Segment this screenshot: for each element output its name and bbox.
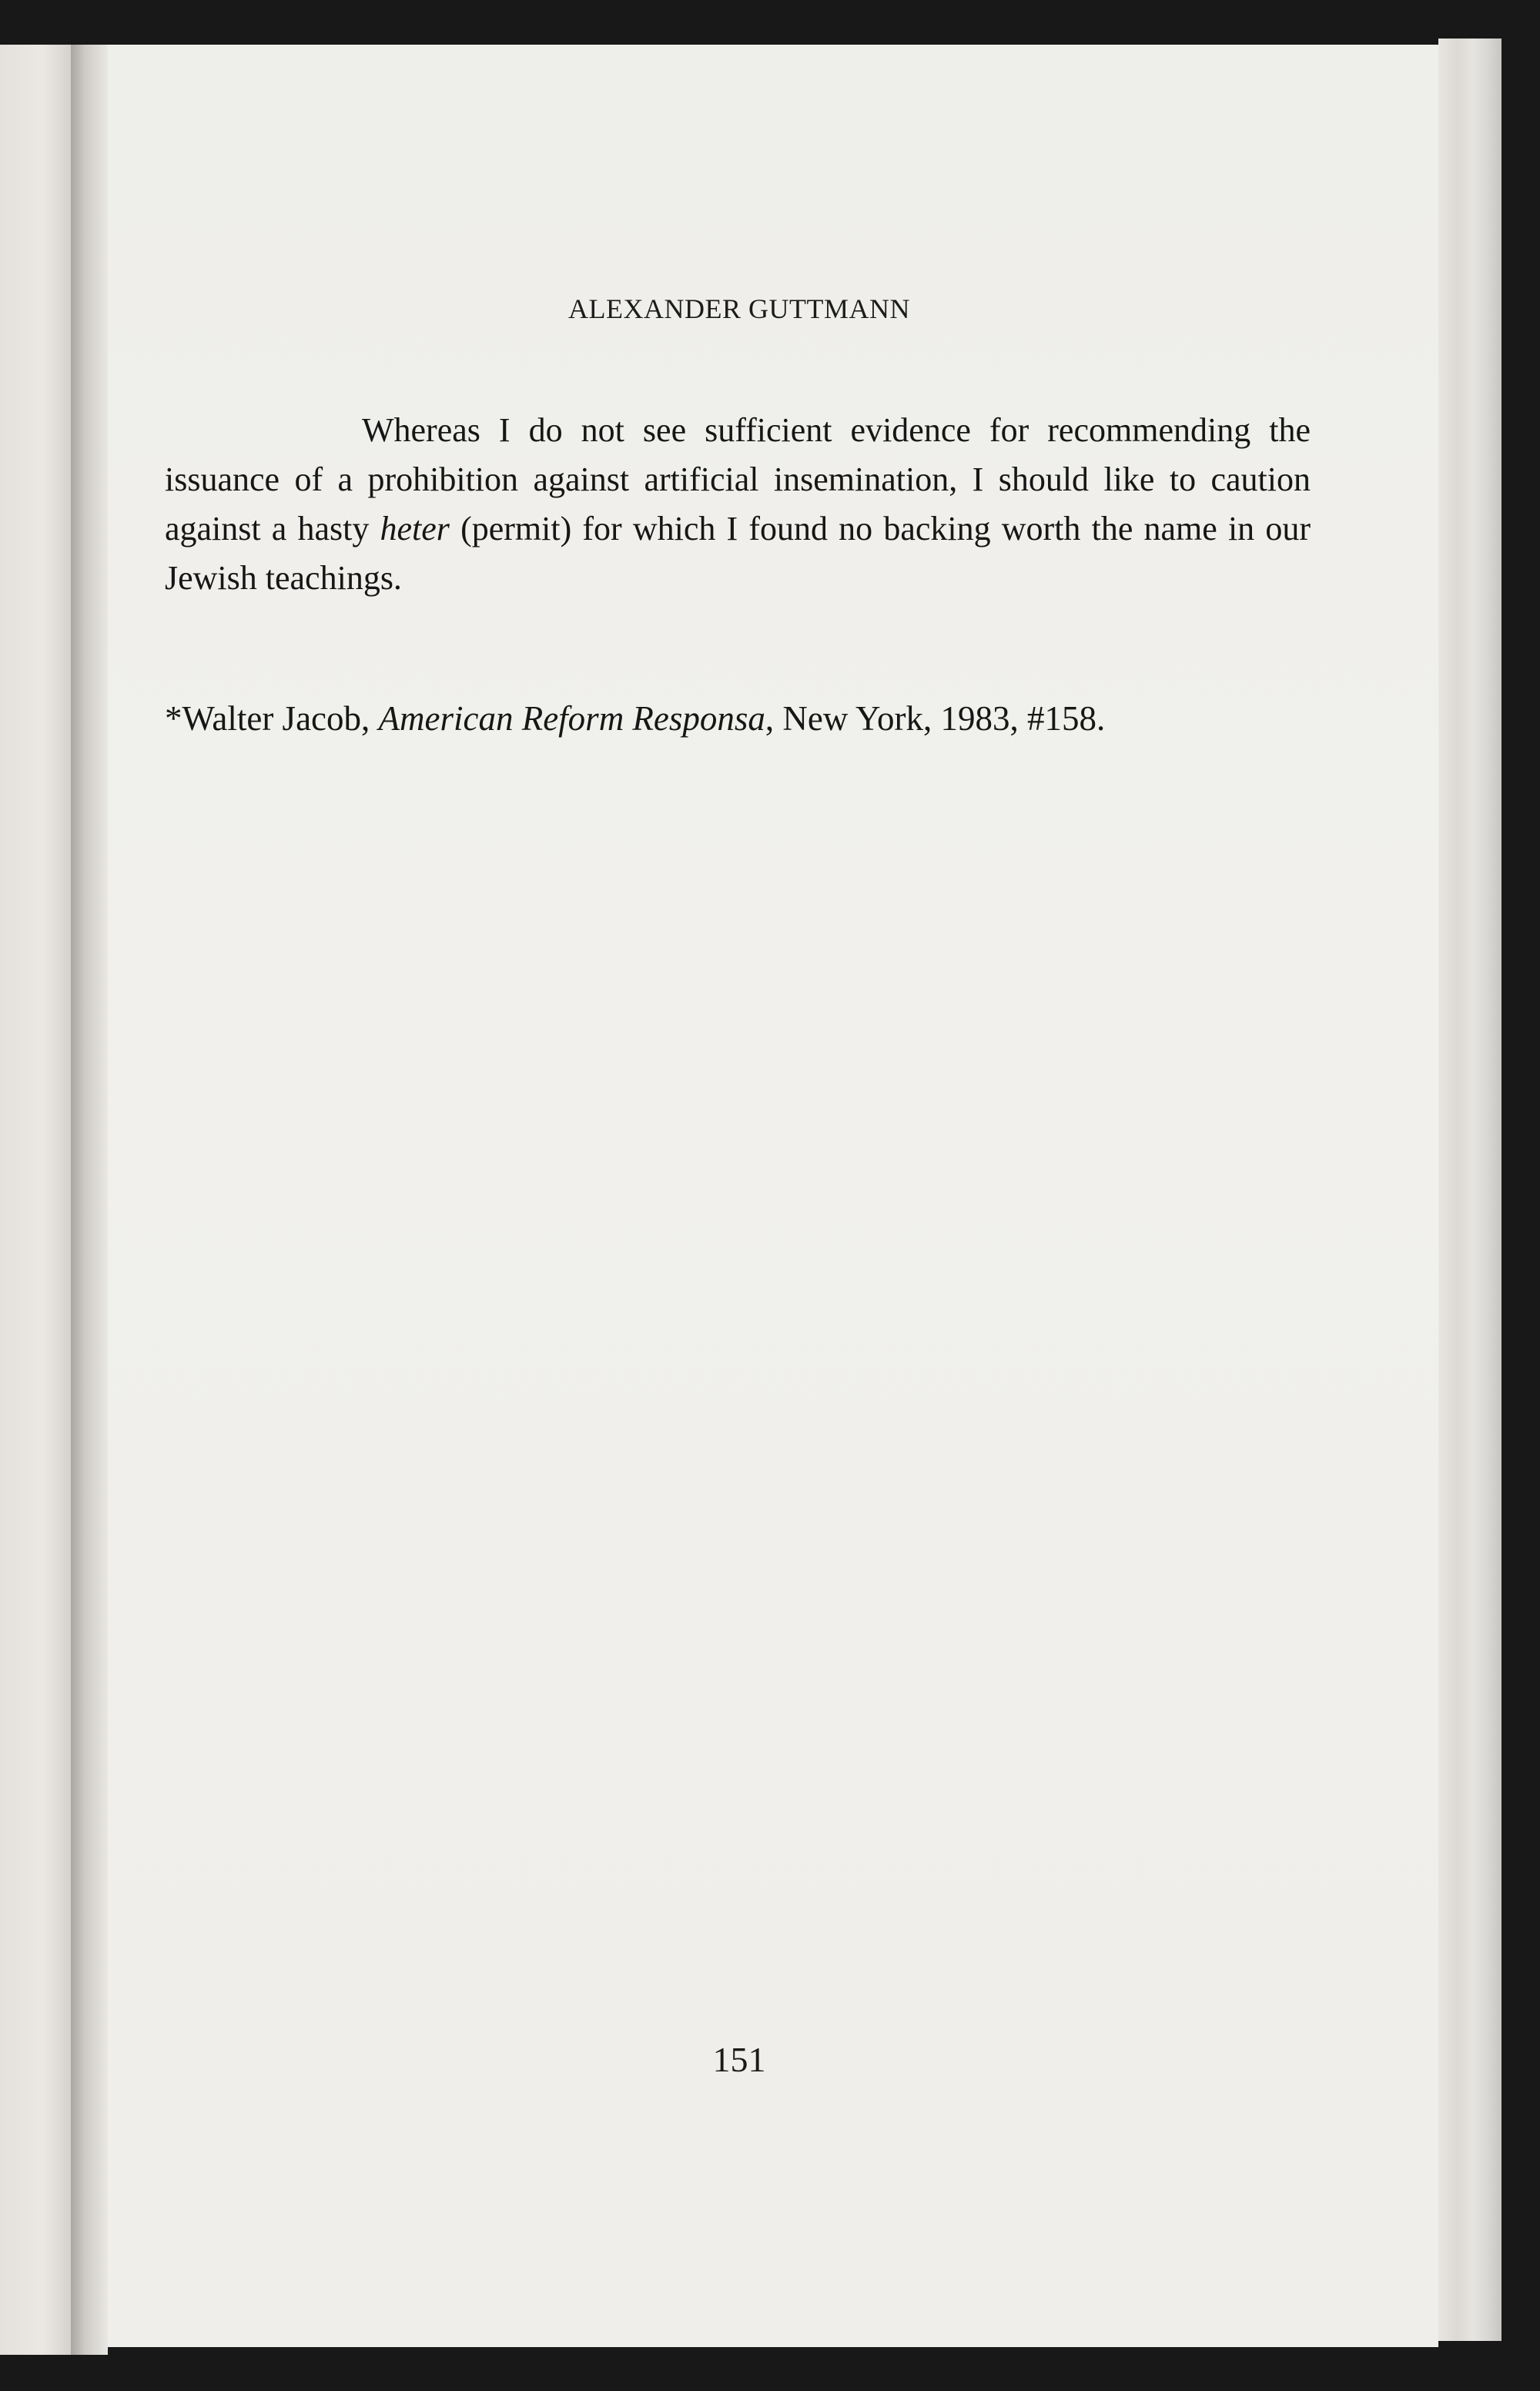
paragraph-text-1: Whereas I do not see sufficient evidence for recommending the issuance of a prohibition against artificial insemination, I should like to caution against a hasty xyxy=(165,411,1311,548)
footnote-title: American Reform Responsa xyxy=(378,699,765,738)
footnote-prefix: *Walter Jacob, xyxy=(165,699,379,738)
paragraph-text-2: (permit) for which I found no backing worth the name in our Jewish teachings. xyxy=(165,510,1311,597)
footnote-suffix: , New York, 1983, #158. xyxy=(765,699,1106,738)
page-number: 151 xyxy=(712,2040,766,2079)
book-gutter xyxy=(71,45,108,2355)
book-page xyxy=(108,45,1438,2347)
footnote xyxy=(165,695,1320,742)
page-stack-edges xyxy=(1438,39,1502,2341)
left-page-edge xyxy=(0,45,71,2355)
body-paragraph xyxy=(165,406,1311,603)
italic-term: heter xyxy=(380,510,450,548)
running-head: ALEXANDER GUTTMANN xyxy=(568,293,910,324)
